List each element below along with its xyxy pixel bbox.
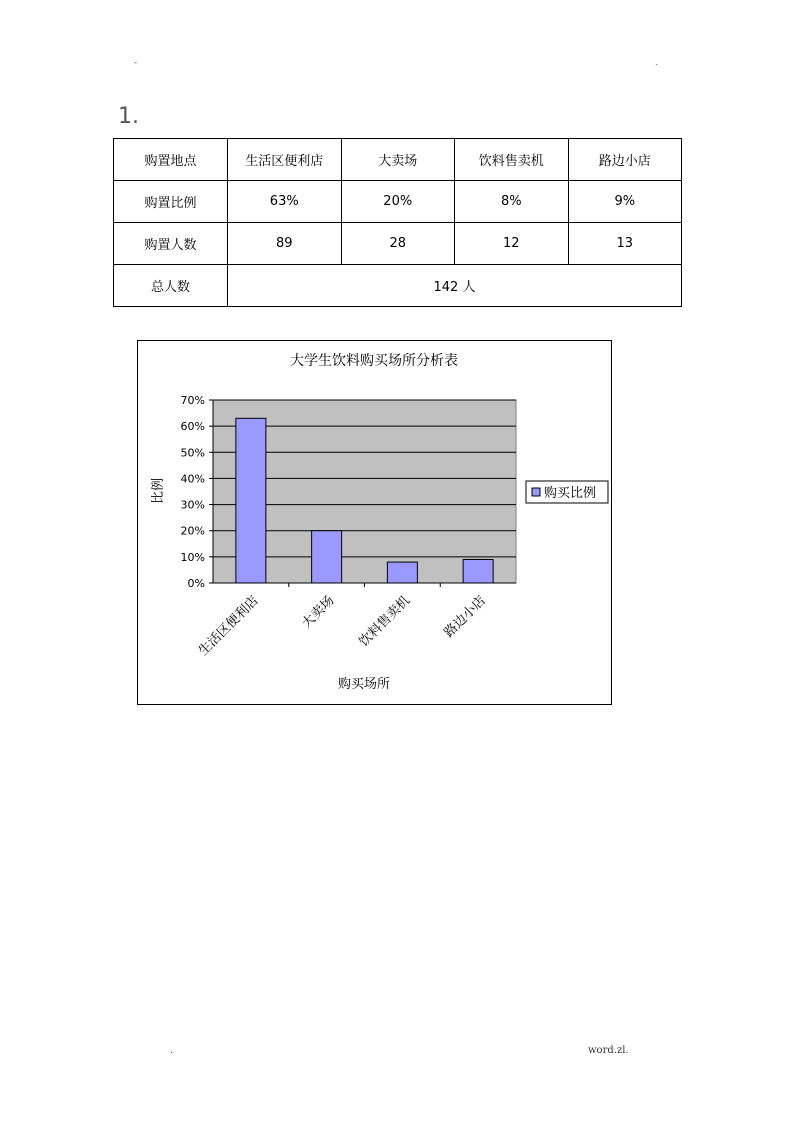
purchase-table [113,138,682,307]
y-tick-label: 0% [187,577,205,590]
table-cell: 63% [228,181,342,223]
table-row [114,223,682,265]
y-tick-label: 10% [180,550,205,564]
table-row [114,265,682,307]
table-cell: 路边小店 [568,139,682,181]
table-cell: 饮料售卖机 [455,139,569,181]
y-tick-label: 70% [180,394,205,407]
y-tick-label: 60% [180,420,205,434]
footer-left-mark: . [170,1045,174,1056]
x-tick-label: 生活区便利店 [195,593,262,659]
legend-swatch [532,488,540,496]
footer-right-text: word.zl. [588,1045,629,1056]
chart-title: 大学生饮料购买场所分析表 [290,353,458,369]
x-tick-label: 饮料售卖机 [356,593,414,650]
y-tick-label: 40% [180,472,205,486]
table-cell: 购置比例 [114,181,228,223]
bar [236,418,266,583]
legend-label: 购买比例 [544,486,597,501]
bar-chart [137,340,612,705]
y-axis-title: 比例 [151,477,166,505]
y-tick-label: 20% [180,524,205,538]
total-value: 142 人 [228,265,682,307]
section-number: 1. [118,104,139,129]
table-row [114,139,682,181]
table-cell: 12 [455,223,569,265]
bar [312,531,342,583]
y-tick-label: 50% [180,446,205,460]
chart-canvas [138,341,611,704]
table-cell: 生活区便利店 [228,139,342,181]
x-tick-label: 路边小店 [441,593,489,641]
bar [463,559,493,583]
table-row [114,181,682,223]
table-cell: 28 [341,223,455,265]
total-label: 总人数 [114,265,228,307]
table-cell: 9% [568,181,682,223]
x-axis-title: 购买场所 [337,677,391,692]
table-cell: 大卖场 [341,139,455,181]
table-cell: 89 [228,223,342,265]
table-cell: 13 [568,223,682,265]
table-cell: 20% [341,181,455,223]
y-tick-label: 30% [180,498,205,512]
header-right-mark: . [655,58,658,67]
table-cell: 购置地点 [114,139,228,181]
table-cell: 购置人数 [114,223,228,265]
x-tick-label: 大卖场 [299,593,338,632]
bar [387,562,417,583]
table-cell: 8% [455,181,569,223]
header-left-mark: - [134,58,137,67]
